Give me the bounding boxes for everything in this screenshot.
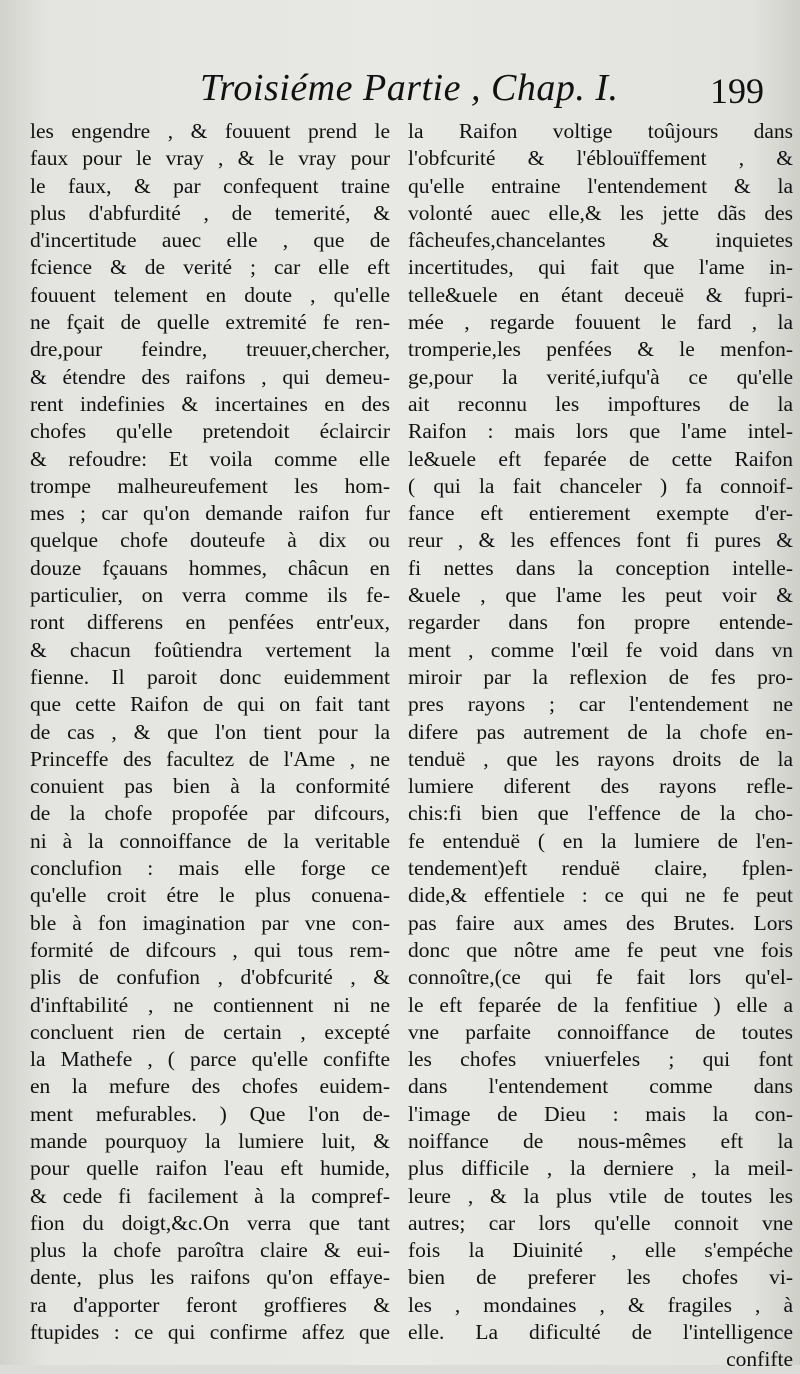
text-line: connoître,(ce qui fe fait lors qu'el-: [408, 965, 793, 990]
text-line: les engendre , & fouuent prend le: [30, 119, 390, 143]
text-line: leure , & la plus vtile de toutes les: [408, 1183, 793, 1208]
text-line: noiffance de nous-mêmes eft la: [408, 1128, 793, 1153]
text-line: tenduë , que les rayons droits de la: [408, 746, 793, 771]
page-header: [200, 66, 764, 118]
text-line: ra d'apporter feront groffieres &: [30, 1292, 390, 1317]
text-line: Raifon : mais lors que l'ame intel-: [408, 419, 793, 444]
text-line: ge,pour la verité,iufqu'à ce qu'elle: [408, 364, 793, 389]
text-line: & refoudre: Et voila comme elle: [30, 446, 390, 471]
text-line: ne fçait de quelle extremité fe ren-: [30, 310, 390, 335]
text-line: fois la Diuinité , elle s'empéche: [408, 1238, 793, 1263]
text-line: chofes qu'elle pretendoit éclaircir: [30, 419, 390, 444]
text-line: ment , comme l'œil fe void dans vn: [408, 637, 793, 662]
text-line: l'obfcurité & l'éblouïffement , &: [408, 146, 793, 171]
text-line: tromperie,les penfées & le menfon-: [408, 337, 793, 362]
text-line: difere pas autrement de la chofe en-: [408, 719, 793, 744]
right-text-column: [408, 118, 793, 1374]
text-line: telle&uele en étant deceuë & fupri-: [408, 282, 793, 307]
text-line: de cas , & que l'on tient pour la: [30, 719, 390, 744]
text-line: la Mathefe , ( parce qu'elle confifte: [30, 1047, 390, 1072]
text-line: qu'elle croit étre le plus conuena-: [30, 883, 390, 908]
text-line: reur , & les effences font fi pures &: [408, 528, 793, 553]
text-line: ait reconnu les impoftures de la: [408, 391, 793, 416]
text-line: plis de confufion , d'obfcurité , &: [30, 965, 390, 990]
text-line: faux pour le vray , & le vray pour: [30, 146, 390, 171]
text-line: les , mondaines , & fragiles , à: [408, 1292, 793, 1317]
text-line: volonté auec elle,& les jette dãs des: [408, 200, 793, 225]
text-line: dans l'entendement comme dans: [408, 1074, 793, 1099]
text-line: regarder dans fon propre entende-: [408, 610, 793, 635]
text-line: pas faire aux ames des Brutes. Lors: [408, 910, 793, 935]
text-line: fi nettes dans la conception intelle-: [408, 555, 793, 580]
text-line: ble à fon imagination par vne con-: [30, 910, 390, 935]
page-number: 199: [710, 71, 764, 111]
text-line: ( qui la fait chanceler ) fa connoif-: [408, 473, 793, 498]
text-line: dre,pour feindre, treuuer,chercher,: [30, 337, 390, 362]
text-line: d'inftabilité , ne contiennent ni ne: [30, 992, 390, 1017]
text-line: le faux, & par confequent traine: [30, 173, 390, 198]
text-line: plus difficile , la derniere , la meil-: [408, 1156, 793, 1181]
running-head: Troisiéme Partie , Chap. I.: [200, 67, 619, 109]
text-line: dide,& effentiele : ce qui ne fe peut: [408, 883, 793, 908]
text-line: quelque chofe douteufe à dix ou: [30, 528, 390, 553]
text-line: &uele , que l'ame les peut voir &: [408, 583, 793, 608]
text-line: particulier, on verra comme ils fe-: [30, 583, 390, 608]
text-line: le eft feparée de la fenfitiue ) elle a: [408, 992, 793, 1017]
text-line: miroir par la reflexion de fes pro-: [408, 664, 793, 689]
text-line: de la chofe propofée par difcours,: [30, 801, 390, 826]
text-line: douze fçauans hommes, châcun en: [30, 555, 390, 580]
text-line: fâcheufes,chancelantes & inquietes: [408, 228, 793, 253]
text-line: elle. La dificulté de l'intelligence: [408, 1320, 793, 1345]
text-line: ni à la connoiffance de la veritable: [30, 828, 390, 853]
text-line: lumiere diferent des rayons refle-: [408, 774, 793, 799]
text-line: concluent rien de certain , excepté: [30, 1019, 390, 1044]
text-line: qu'elle entraine l'entendement & la: [408, 173, 793, 198]
text-line: les chofes vniuerfeles ; qui font: [408, 1047, 793, 1072]
text-line: pres rayons ; car l'entendement ne: [408, 692, 793, 717]
text-line: l'image de Dieu : mais la con-: [408, 1101, 793, 1126]
text-line: vne parfaite connoiffance de toutes: [408, 1019, 793, 1044]
text-line: autres; car lors qu'elle connoit vne: [408, 1210, 793, 1235]
text-line: trompe malheureufement les hom-: [30, 473, 390, 498]
text-line: fe entenduë ( en la lumiere de l'en-: [408, 828, 793, 853]
text-line: mes ; car qu'on demande raifon fur: [30, 501, 390, 526]
text-line: plus la chofe paroîtra claire & eui-: [30, 1238, 390, 1263]
text-line: chis:fi bien que l'effence de la cho-: [408, 801, 793, 826]
text-line: confifte: [726, 1347, 793, 1372]
text-line: la Raifon voltige toûjours dans: [408, 119, 793, 143]
text-line: fcience & de verité ; car elle eft: [30, 255, 390, 280]
text-line: plus d'abfurdité , de temerité, &: [30, 200, 390, 225]
text-line: ment mefurables. ) Que l'on de-: [30, 1101, 390, 1126]
text-line: fouuent telement en doute , qu'elle: [30, 282, 390, 307]
text-line: incertitudes, qui fait que l'ame in-: [408, 255, 793, 280]
text-line: rent indefinies & incertaines en des: [30, 391, 390, 416]
left-text-column: [30, 118, 390, 1346]
text-line: le&uele eft feparée de cette Raifon: [408, 446, 793, 471]
text-line: tendement)eft renduë claire, fplen-: [408, 856, 793, 881]
text-line: mée , regarde fouuent le fard , la: [408, 310, 793, 335]
text-line: d'incertitude auec elle , que de: [30, 228, 390, 253]
text-line: ftupides : ce qui confirme affez que: [30, 1320, 390, 1345]
text-line: & étendre des raifons , qui demeu-: [30, 364, 390, 389]
text-line: pour quelle raifon l'eau eft humide,: [30, 1156, 390, 1181]
text-line: fion du doigt,&c.On verra que tant: [30, 1210, 390, 1235]
text-line: fienne. Il paroit donc euidemment: [30, 664, 390, 689]
text-line: donc que nôtre ame fe peut vne fois: [408, 937, 793, 962]
text-line: ront differens en penfées entr'eux,: [30, 610, 390, 635]
text-line: en la mefure des chofes euidem-: [30, 1074, 390, 1099]
text-line: fance eft entierement exempte d'er-: [408, 501, 793, 526]
text-line: dente, plus les raifons qu'on effaye-: [30, 1265, 390, 1290]
text-line: conclufion : mais elle forge ce: [30, 856, 390, 881]
text-line: mande pourquoy la lumiere luit, &: [30, 1128, 390, 1153]
text-line: & cede fi facilement à la compref-: [30, 1183, 390, 1208]
text-line: bien de preferer les chofes vi-: [408, 1265, 793, 1290]
text-line: conuient pas bien à la conformité: [30, 774, 390, 799]
text-line: & chacun foûtiendra vertement la: [30, 637, 390, 662]
text-line: formité de difcours , qui tous rem-: [30, 937, 390, 962]
text-line: que cette Raifon de qui on fait tant: [30, 692, 390, 717]
text-line: Princeffe des facultez de l'Ame , ne: [30, 746, 390, 771]
